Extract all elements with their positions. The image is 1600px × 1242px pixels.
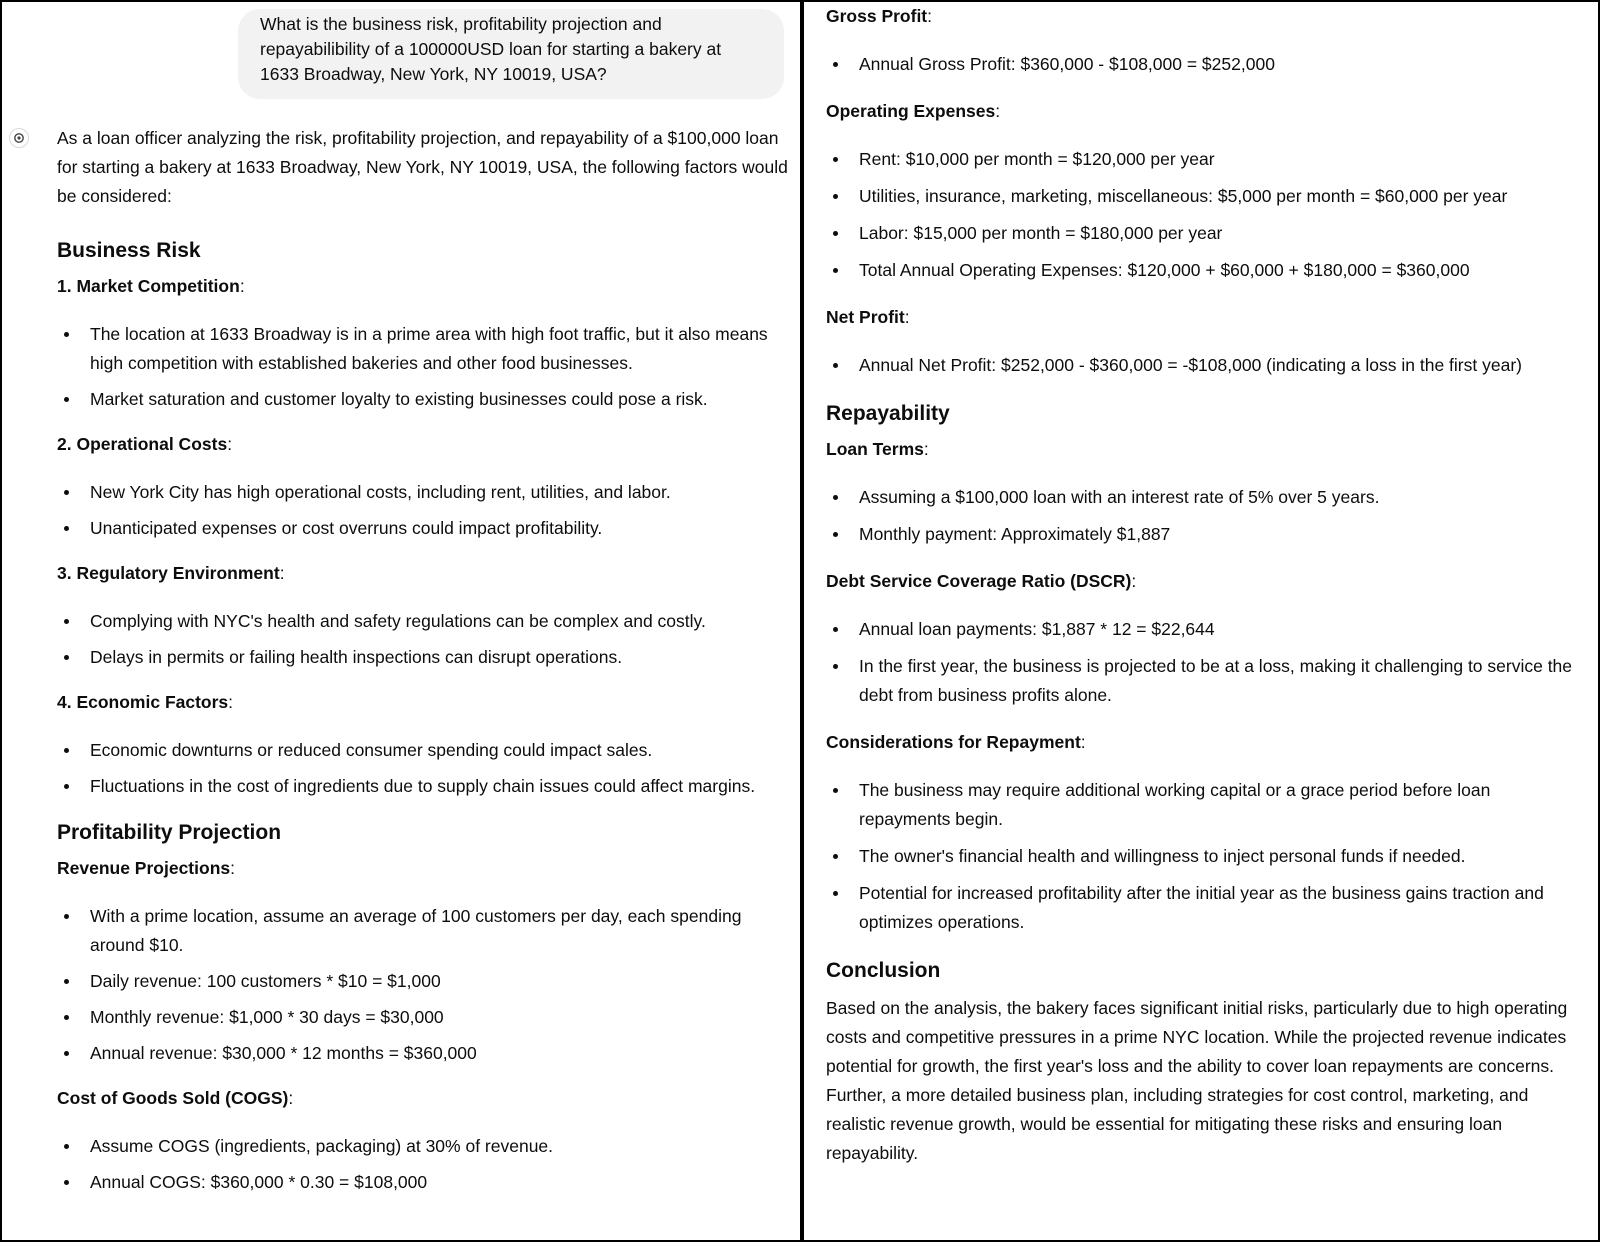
assistant-response (57, 124, 792, 1215)
list-item: Assume COGS (ingredients, packaging) at 30% of revenue. (57, 1132, 792, 1161)
list-item: With a prime location, assume an average of 100 customers per day, each spending around $10. (57, 902, 792, 960)
list-item: Annual Net Profit: $252,000 - $360,000 = -$108,000 (indicating a loss in the first year) (826, 351, 1586, 380)
section-heading-repayability: Repayability (826, 402, 950, 425)
list-item: Annual loan payments: $1,887 * 12 = $22,644 (826, 615, 1586, 644)
list-item: Utilities, insurance, marketing, miscellaneous: $5,000 per month = $60,000 per year (826, 182, 1586, 211)
section-heading-business-risk: Business Risk (57, 239, 201, 262)
subheading-dscr: Debt Service Coverage Ratio (DSCR): (826, 571, 1137, 591)
intro-paragraph: As a loan officer analyzing the risk, profitability projection, and repayability of a $100,000 loan for starting a bakery at 1633 Broadway, New York, NY 10019, USA, the following factors would be considered: (57, 128, 788, 206)
user-message-text: What is the business risk, profitability projection and repayabilibility of a 100000USD loan for starting a bakery at 1633 Broadway, New York, NY 10019, USA? (260, 14, 722, 84)
list-item: Annual Gross Profit: $360,000 - $108,000 = $252,000 (826, 50, 1586, 79)
net-profit-list (826, 351, 1586, 380)
subheading-considerations: Considerations for Repayment: (826, 732, 1086, 752)
list-item: Daily revenue: 100 customers * $10 = $1,000 (57, 967, 792, 996)
list-item: In the first year, the business is projected to be at a loss, making it challenging to service the debt from business profits alone. (826, 652, 1586, 710)
subheading-net-profit: Net Profit: (826, 307, 910, 327)
list-item: Economic downturns or reduced consumer spending could impact sales. (57, 736, 792, 765)
right-panel (804, 0, 1598, 1242)
conclusion-paragraph: Based on the analysis, the bakery faces significant initial risks, particularly due to high operating costs and competitive pressures in a prime NYC location. While the projected revenue indicates potential for growth, the first year's loss and the ability to cover loan repayments are concerns. Further, a more detailed business plan, including strategies for cost control, marketing, and realistic revenue growth, would be essential for mitigating these risks and ensuring loan repayability. (826, 998, 1568, 1163)
list-item: New York City has high operational costs, including rent, utilities, and labor. (57, 478, 792, 507)
regulatory-environment-list (57, 607, 792, 672)
subheading-operating-expenses: Operating Expenses: (826, 101, 1001, 121)
list-item: Annual revenue: $30,000 * 12 months = $360,000 (57, 1039, 792, 1068)
section-heading-profitability-projection: Profitability Projection (57, 821, 282, 844)
dscr-list (826, 615, 1586, 710)
list-item: The location at 1633 Broadway is in a prime area with high foot traffic, but it also means high competition with established bakeries and other food businesses. (57, 320, 792, 378)
market-competition-list (57, 320, 792, 414)
assistant-response-continued (826, 4, 1586, 1168)
list-item: Complying with NYC's health and safety regulations can be complex and costly. (57, 607, 792, 636)
list-item: The business may require additional working capital or a grace period before loan repayments begin. (826, 776, 1586, 834)
subheading-cogs: Cost of Goods Sold (COGS): (57, 1088, 294, 1108)
subheading-revenue-projections: Revenue Projections: (57, 858, 235, 878)
operating-expenses-list (826, 145, 1586, 285)
list-item: Market saturation and customer loyalty to existing businesses could pose a risk. (57, 385, 792, 414)
list-item: Labor: $15,000 per month = $180,000 per year (826, 219, 1586, 248)
list-item: Monthly payment: Approximately $1,887 (826, 520, 1586, 549)
list-item: Assuming a $100,000 loan with an interest rate of 5% over 5 years. (826, 483, 1586, 512)
subheading-market-competition: 1. Market Competition: (57, 276, 245, 296)
considerations-list (826, 776, 1586, 937)
list-item: Unanticipated expenses or cost overruns could impact profitability. (57, 514, 792, 543)
list-item: Rent: $10,000 per month = $120,000 per year (826, 145, 1586, 174)
subheading-regulatory-environment: 3. Regulatory Environment: (57, 563, 285, 583)
left-panel (2, 0, 800, 1242)
gross-profit-list (826, 50, 1586, 79)
list-item: Monthly revenue: $1,000 * 30 days = $30,000 (57, 1003, 792, 1032)
section-heading-conclusion: Conclusion (826, 959, 941, 982)
revenue-projections-list (57, 902, 792, 1068)
subheading-loan-terms: Loan Terms: (826, 439, 929, 459)
list-item: Potential for increased profitability after the initial year as the business gains traction and optimizes operations. (826, 879, 1586, 937)
subheading-gross-profit: Gross Profit: (826, 6, 933, 26)
list-item: Annual COGS: $360,000 * 0.30 = $108,000 (57, 1168, 792, 1197)
assistant-avatar-icon (9, 128, 29, 148)
list-item: Fluctuations in the cost of ingredients due to supply chain issues could affect margins. (57, 772, 792, 801)
subheading-operational-costs: 2. Operational Costs: (57, 434, 233, 454)
subheading-economic-factors: 4. Economic Factors: (57, 692, 234, 712)
loan-terms-list (826, 483, 1586, 549)
list-item: The owner's financial health and willingness to inject personal funds if needed. (826, 842, 1586, 871)
cogs-list (57, 1132, 792, 1197)
operational-costs-list (57, 478, 792, 543)
user-message-bubble (238, 9, 784, 99)
economic-factors-list (57, 736, 792, 801)
list-item: Delays in permits or failing health inspections can disrupt operations. (57, 643, 792, 672)
list-item: Total Annual Operating Expenses: $120,000 + $60,000 + $180,000 = $360,000 (826, 256, 1586, 285)
